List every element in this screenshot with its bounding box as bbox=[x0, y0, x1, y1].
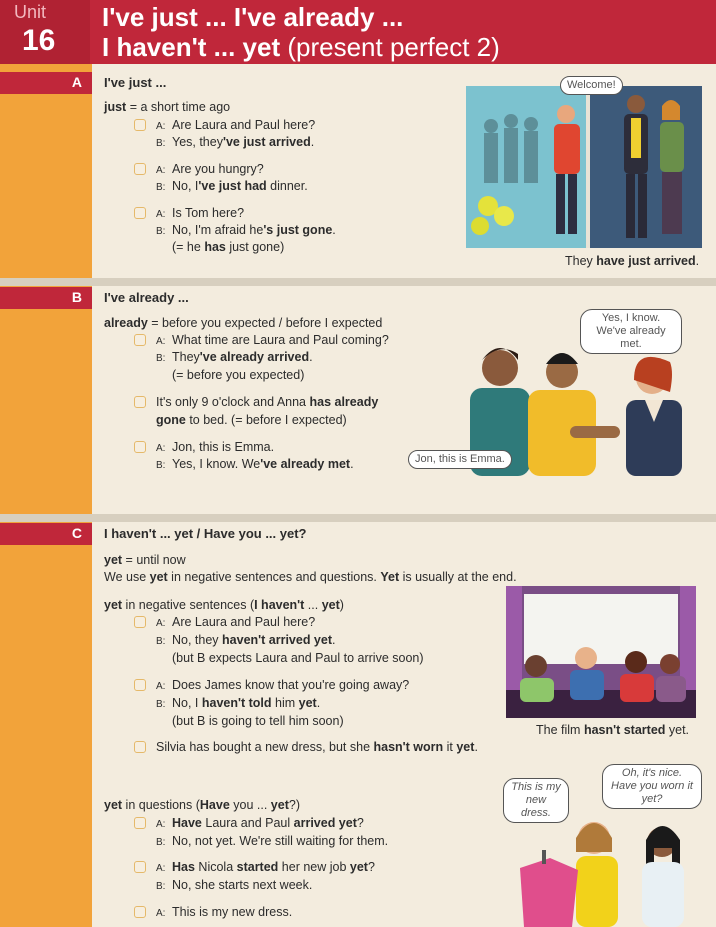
example-checkbox bbox=[134, 679, 146, 691]
example-line: B: Yes, they've just arrived. bbox=[156, 135, 315, 149]
section-divider bbox=[0, 278, 716, 286]
speech-bubble-worn-it-yet: Oh, it's nice. Have you worn it yet? bbox=[602, 764, 702, 809]
example-line: B: No, I've just had dinner. bbox=[156, 179, 308, 193]
speech-bubble-introduction: Jon, this is Emma. bbox=[408, 450, 512, 469]
example-checkbox bbox=[134, 396, 146, 408]
section-c-definition: yet = until now bbox=[104, 553, 186, 567]
section-c-rule: We use yet in negative sentences and questions. Yet is usually at the end. bbox=[104, 570, 517, 584]
unit-word: Unit bbox=[14, 2, 47, 22]
example-line: A: Is Tom here? bbox=[156, 206, 245, 220]
unit-header bbox=[0, 0, 716, 64]
welcome-scene-art bbox=[466, 86, 702, 248]
cinema-caption: The film hasn't started yet. bbox=[536, 723, 690, 737]
example-checkbox bbox=[134, 616, 146, 628]
example-line: B: No, I'm afraid he's just gone. bbox=[156, 223, 336, 237]
section-tab-b: B bbox=[0, 287, 92, 309]
example-line: A: What time are Laura and Paul coming? bbox=[156, 333, 389, 347]
unit-title-line2: I haven't ... yet (present perfect 2) bbox=[102, 32, 500, 62]
example-line: A: Are Laura and Paul here? bbox=[156, 615, 316, 629]
left-margin-column bbox=[0, 64, 92, 927]
speech-bubble-welcome: Welcome! bbox=[560, 76, 623, 95]
example-checkbox bbox=[134, 441, 146, 453]
example-note: (= he has just gone) bbox=[172, 240, 285, 254]
example-line: It's only 9 o'clock and Anna has already bbox=[156, 395, 379, 409]
section-a-definition: just = a short time ago bbox=[104, 100, 231, 114]
questions-subheading: yet in questions (Have you ... yet?) bbox=[104, 798, 300, 812]
example-checkbox bbox=[134, 334, 146, 346]
example-line: B: Yes, I know. We've already met. bbox=[156, 457, 354, 471]
example-line: Silvia has bought a new dress, but she hasn't worn it yet. bbox=[156, 740, 478, 754]
example-line: A: Has Nicola started her new job yet? bbox=[156, 860, 375, 874]
section-tab-c: C bbox=[0, 523, 92, 545]
example-checkbox bbox=[134, 119, 146, 131]
speech-bubble-already-met: Yes, I know. We've already met. bbox=[580, 309, 682, 354]
welcome-illustration bbox=[466, 86, 702, 248]
section-a-heading: I've just ... bbox=[104, 75, 167, 90]
example-checkbox bbox=[134, 817, 146, 829]
example-checkbox bbox=[134, 163, 146, 175]
example-note: (but B expects Laura and Paul to arrive soon) bbox=[172, 651, 424, 665]
example-checkbox bbox=[134, 906, 146, 918]
example-line: A: This is my new dress. bbox=[156, 905, 293, 919]
speech-bubble-new-dress: This is my new dress. bbox=[503, 778, 569, 823]
example-line: B: No, not yet. We're still waiting for them. bbox=[156, 834, 389, 848]
cinema-illustration bbox=[506, 586, 696, 718]
example-line: B: No, she starts next week. bbox=[156, 878, 313, 892]
example-line: B: No, they haven't arrived yet. bbox=[156, 633, 336, 647]
example-line: B: No, I haven't told him yet. bbox=[156, 696, 321, 710]
example-line: A: Are Laura and Paul here? bbox=[156, 118, 316, 132]
example-note: (but B is going to tell him soon) bbox=[172, 714, 344, 728]
new-dress-illustration bbox=[514, 808, 704, 927]
example-line: gone to bed. (= before I expected) bbox=[156, 413, 347, 427]
example-line: A: Jon, this is Emma. bbox=[156, 440, 275, 454]
example-checkbox bbox=[134, 741, 146, 753]
example-line: B: They've already arrived. bbox=[156, 350, 313, 364]
cinema-scene-art bbox=[506, 586, 696, 718]
example-checkbox bbox=[134, 207, 146, 219]
example-line: A: Does James know that you're going away? bbox=[156, 678, 410, 692]
section-b-definition: already = before you expected / before I expected bbox=[104, 316, 383, 330]
unit-box bbox=[0, 0, 90, 64]
section-divider bbox=[0, 514, 716, 522]
example-checkbox bbox=[134, 861, 146, 873]
dress-scene-art bbox=[514, 808, 704, 927]
negative-subheading: yet in negative sentences (I haven't ... yet) bbox=[104, 598, 344, 612]
section-tab-a: A bbox=[0, 72, 92, 94]
unit-number: 16 bbox=[22, 24, 56, 57]
example-note: (= before you expected) bbox=[172, 368, 305, 382]
section-b-heading: I've already ... bbox=[104, 290, 189, 305]
example-line: A: Are you hungry? bbox=[156, 162, 264, 176]
unit-title-line1: I've just ... I've already ... bbox=[102, 2, 404, 32]
picture-caption: They have just arrived. bbox=[565, 254, 700, 268]
section-c-heading: I haven't ... yet / Have you ... yet? bbox=[104, 526, 307, 541]
example-line: A: Have Laura and Paul arrived yet? bbox=[156, 816, 364, 830]
